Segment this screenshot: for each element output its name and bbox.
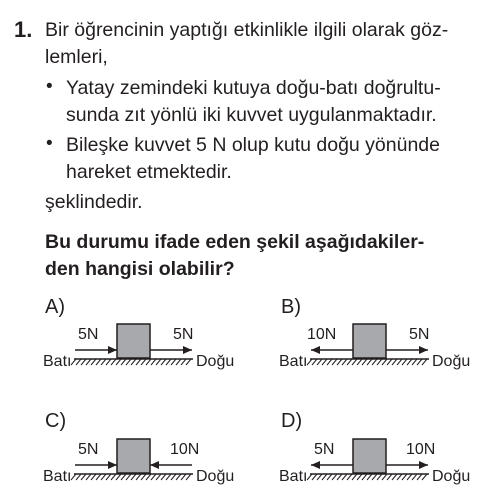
option-a-west-label: Batı	[43, 353, 72, 370]
arrowhead	[108, 346, 117, 354]
option-b-right-force: 5N	[409, 326, 430, 343]
option-b-left-force: 10N	[307, 326, 337, 343]
option-d-west-label: Batı	[279, 468, 308, 485]
arrowhead	[311, 346, 320, 354]
option-b-figure[interactable]	[276, 322, 486, 372]
option-b-east-label: Doğu	[432, 353, 471, 370]
option-b-box	[353, 324, 386, 358]
question-prompt-line-1: Bu durumu ifade eden şekil aşağıdakiler-	[45, 231, 425, 253]
option-c-box	[117, 439, 150, 473]
question-number: 1.	[14, 17, 33, 42]
option-b-west-label: Batı	[279, 353, 308, 370]
arrowhead	[183, 346, 192, 354]
arrowhead	[150, 461, 159, 469]
option-a-right-force: 5N	[173, 326, 194, 343]
option-d-left-force: 5N	[314, 441, 335, 458]
bullet-2-line-1: Bileşke kuvvet 5 N olup kutu doğu yönünde	[66, 134, 440, 156]
option-c-right-force: 10N	[170, 441, 200, 458]
bullet-2-line-2: hareket etmektedir.	[66, 161, 232, 183]
option-a-box	[117, 324, 150, 358]
option-c-west-label: Batı	[43, 468, 72, 485]
option-b-ground	[307, 359, 429, 365]
option-b-label[interactable]: B)	[281, 296, 301, 318]
question-intro-line-1: Bir öğrencinin yaptığı etkinlikle ilgili olarak göz-	[45, 19, 449, 41]
bullet-1-line-1: Yatay zemindeki kutuya doğu-batı doğrultu-	[66, 77, 441, 99]
option-a-figure[interactable]	[40, 322, 250, 372]
question-intro-line-2: lemleri,	[45, 46, 108, 68]
option-d-box	[353, 439, 386, 473]
arrowhead	[108, 461, 117, 469]
option-a-label[interactable]: A)	[45, 296, 65, 318]
option-c-label[interactable]: C)	[45, 410, 67, 432]
bullet-1-line-2: sunda zıt yönlü iki kuvvet uygulanmaktadır.	[66, 104, 437, 126]
question-ending: şeklindedir.	[45, 191, 143, 213]
option-d-label[interactable]: D)	[281, 410, 303, 432]
question-prompt-line-2: den hangisi olabilir?	[45, 258, 235, 280]
option-a-left-force: 5N	[78, 326, 99, 343]
bullet-1-symbol: •	[46, 76, 53, 97]
option-d-east-label: Doğu	[432, 468, 471, 485]
arrowhead	[419, 461, 428, 469]
bullet-2-symbol: •	[46, 133, 53, 154]
option-d-ground	[307, 474, 429, 480]
option-c-ground	[71, 474, 193, 480]
arrowhead	[419, 346, 428, 354]
option-d-right-force: 10N	[406, 441, 436, 458]
option-a-east-label: Doğu	[196, 353, 235, 370]
arrowhead	[311, 461, 320, 469]
option-a-ground	[71, 359, 193, 365]
option-c-left-force: 5N	[78, 441, 99, 458]
option-d-figure[interactable]	[276, 437, 486, 487]
option-c-east-label: Doğu	[196, 468, 235, 485]
option-c-figure[interactable]	[40, 437, 250, 487]
